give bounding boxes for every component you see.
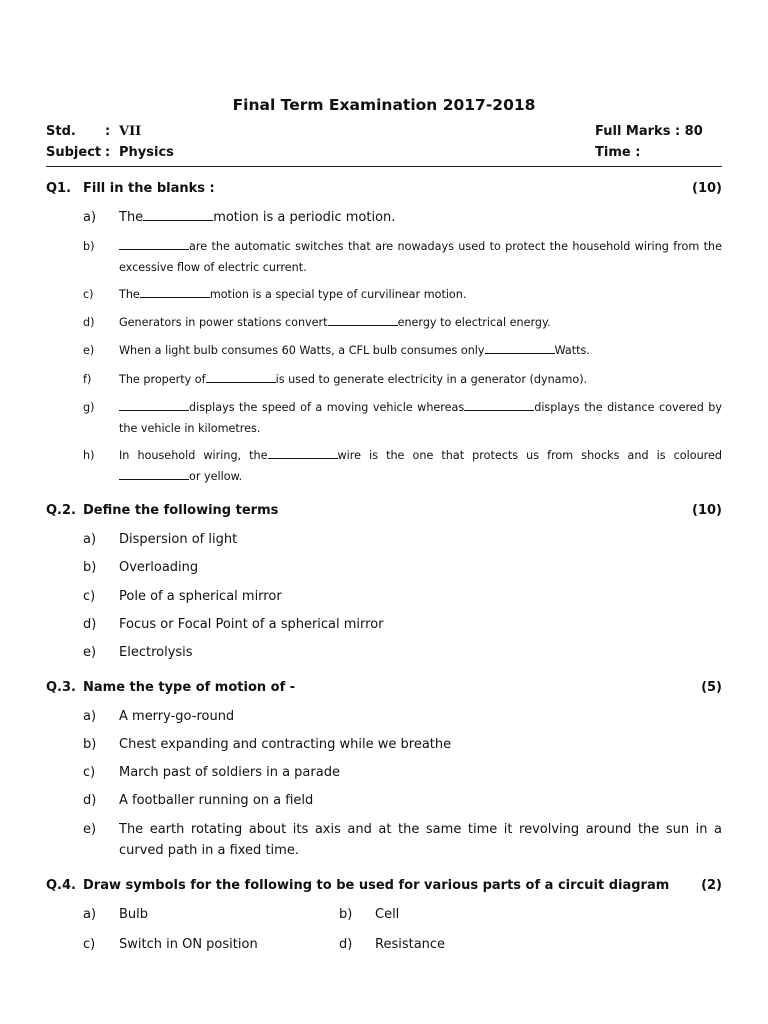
answer-blank bbox=[119, 238, 189, 250]
item-label: a) bbox=[83, 907, 97, 922]
item-label: e) bbox=[83, 645, 97, 660]
item-text: motion is a periodic motion. bbox=[213, 210, 396, 225]
question-marks: (2) bbox=[701, 878, 722, 893]
subject-colon: : bbox=[105, 145, 111, 160]
question-title: Name the type of motion of - bbox=[83, 680, 296, 695]
item-label: a) bbox=[83, 709, 97, 724]
item-text: Bulb bbox=[119, 907, 149, 922]
item-label: c) bbox=[83, 288, 94, 301]
time-label: Time : bbox=[595, 145, 641, 160]
item-text: A footballer running on a field bbox=[119, 793, 314, 808]
answer-blank bbox=[140, 286, 210, 298]
item-text: A merry-go-round bbox=[119, 709, 235, 724]
item-label: c) bbox=[83, 765, 96, 780]
full-marks: Full Marks : 80 bbox=[595, 124, 703, 139]
question-number: Q.3. bbox=[46, 680, 76, 695]
item-text: In household wiring, the bbox=[119, 449, 268, 462]
item-text: Chest expanding and contracting while we breathe bbox=[119, 737, 452, 752]
std-colon: : bbox=[105, 124, 111, 139]
item-label: c) bbox=[83, 589, 96, 604]
item-label: b) bbox=[83, 560, 97, 575]
item-text: Resistance bbox=[375, 937, 446, 952]
item-label: b) bbox=[339, 907, 353, 922]
exam-page bbox=[46, 0, 722, 1024]
question-marks: (5) bbox=[701, 680, 722, 695]
header-divider bbox=[46, 166, 722, 167]
answer-blank bbox=[119, 399, 189, 411]
question-marks: (10) bbox=[692, 181, 722, 196]
item-text: The earth rotating about its axis and at the same time it revolving around the sun in a curved path in a fixed time. bbox=[119, 822, 722, 858]
answer-blank bbox=[119, 468, 189, 480]
item-label: a) bbox=[83, 210, 97, 225]
item-text: are the automatic switches that are nowadays used to protect the household wiring from the excessive flow of electric current. bbox=[119, 240, 722, 274]
question-number: Q1. bbox=[46, 181, 72, 196]
subject-value: Physics bbox=[119, 145, 174, 160]
answer-blank bbox=[485, 342, 555, 354]
item-text: Focus or Focal Point of a spherical mirror bbox=[119, 617, 384, 632]
item-label: d) bbox=[83, 617, 97, 632]
item-text: Dispersion of light bbox=[119, 532, 238, 547]
answer-blank bbox=[464, 399, 534, 411]
answer-blank bbox=[206, 371, 276, 383]
item-label: c) bbox=[83, 937, 96, 952]
item-text: Generators in power stations convert bbox=[119, 316, 328, 329]
item-label: d) bbox=[83, 793, 97, 808]
item-text: displays the distance covered by the vehicle in kilometres. bbox=[119, 401, 722, 435]
item-text: When a light bulb consumes 60 Watts, a CFL bulb consumes only bbox=[119, 344, 485, 357]
item-text: The bbox=[119, 210, 144, 225]
item-text: is used to generate electricity in a generator (dynamo). bbox=[275, 373, 588, 386]
subject-label: Subject bbox=[46, 145, 102, 160]
question-number: Q.4. bbox=[46, 878, 76, 893]
item-text: Watts. bbox=[554, 344, 590, 357]
item-text: Overloading bbox=[119, 560, 199, 575]
item-label: e) bbox=[83, 344, 95, 357]
answer-blank bbox=[143, 209, 213, 221]
question-number: Q.2. bbox=[46, 503, 76, 518]
item-text: The property of bbox=[119, 373, 206, 386]
question-title: Define the following terms bbox=[83, 503, 279, 518]
question-marks: (10) bbox=[692, 503, 722, 518]
item-label: a) bbox=[83, 532, 97, 547]
item-text: Electrolysis bbox=[119, 645, 193, 660]
item-text: Switch in ON position bbox=[119, 937, 258, 952]
item-text: Pole of a spherical mirror bbox=[119, 589, 282, 604]
item-text: Cell bbox=[375, 907, 400, 922]
item-label: d) bbox=[83, 316, 95, 329]
item-text: motion is a special type of curvilinear motion. bbox=[209, 288, 467, 301]
item-label: e) bbox=[83, 822, 97, 837]
question-title: Fill in the blanks : bbox=[83, 181, 215, 196]
item-text: The bbox=[119, 288, 140, 301]
item-label: f) bbox=[83, 373, 92, 386]
item-text: or yellow. bbox=[189, 470, 243, 483]
item-text: energy to electrical energy. bbox=[397, 316, 551, 329]
item-label: b) bbox=[83, 240, 95, 253]
std-value: VII bbox=[119, 124, 142, 139]
item-text: March past of soldiers in a parade bbox=[119, 765, 340, 780]
item-label: g) bbox=[83, 401, 95, 414]
item-label: b) bbox=[83, 737, 97, 752]
item-label: h) bbox=[83, 449, 95, 462]
std-label: Std. bbox=[46, 124, 76, 139]
page-title: Final Term Examination 2017-2018 bbox=[232, 96, 536, 114]
item-text: displays the speed of a moving vehicle whereas bbox=[189, 401, 465, 414]
answer-blank bbox=[328, 314, 398, 326]
item-text: wire is the one that protects us from shocks and is coloured bbox=[337, 449, 722, 462]
question-title: Draw symbols for the following to be used for various parts of a circuit diagram bbox=[83, 878, 670, 893]
answer-blank bbox=[268, 447, 338, 459]
item-label: d) bbox=[339, 937, 353, 952]
